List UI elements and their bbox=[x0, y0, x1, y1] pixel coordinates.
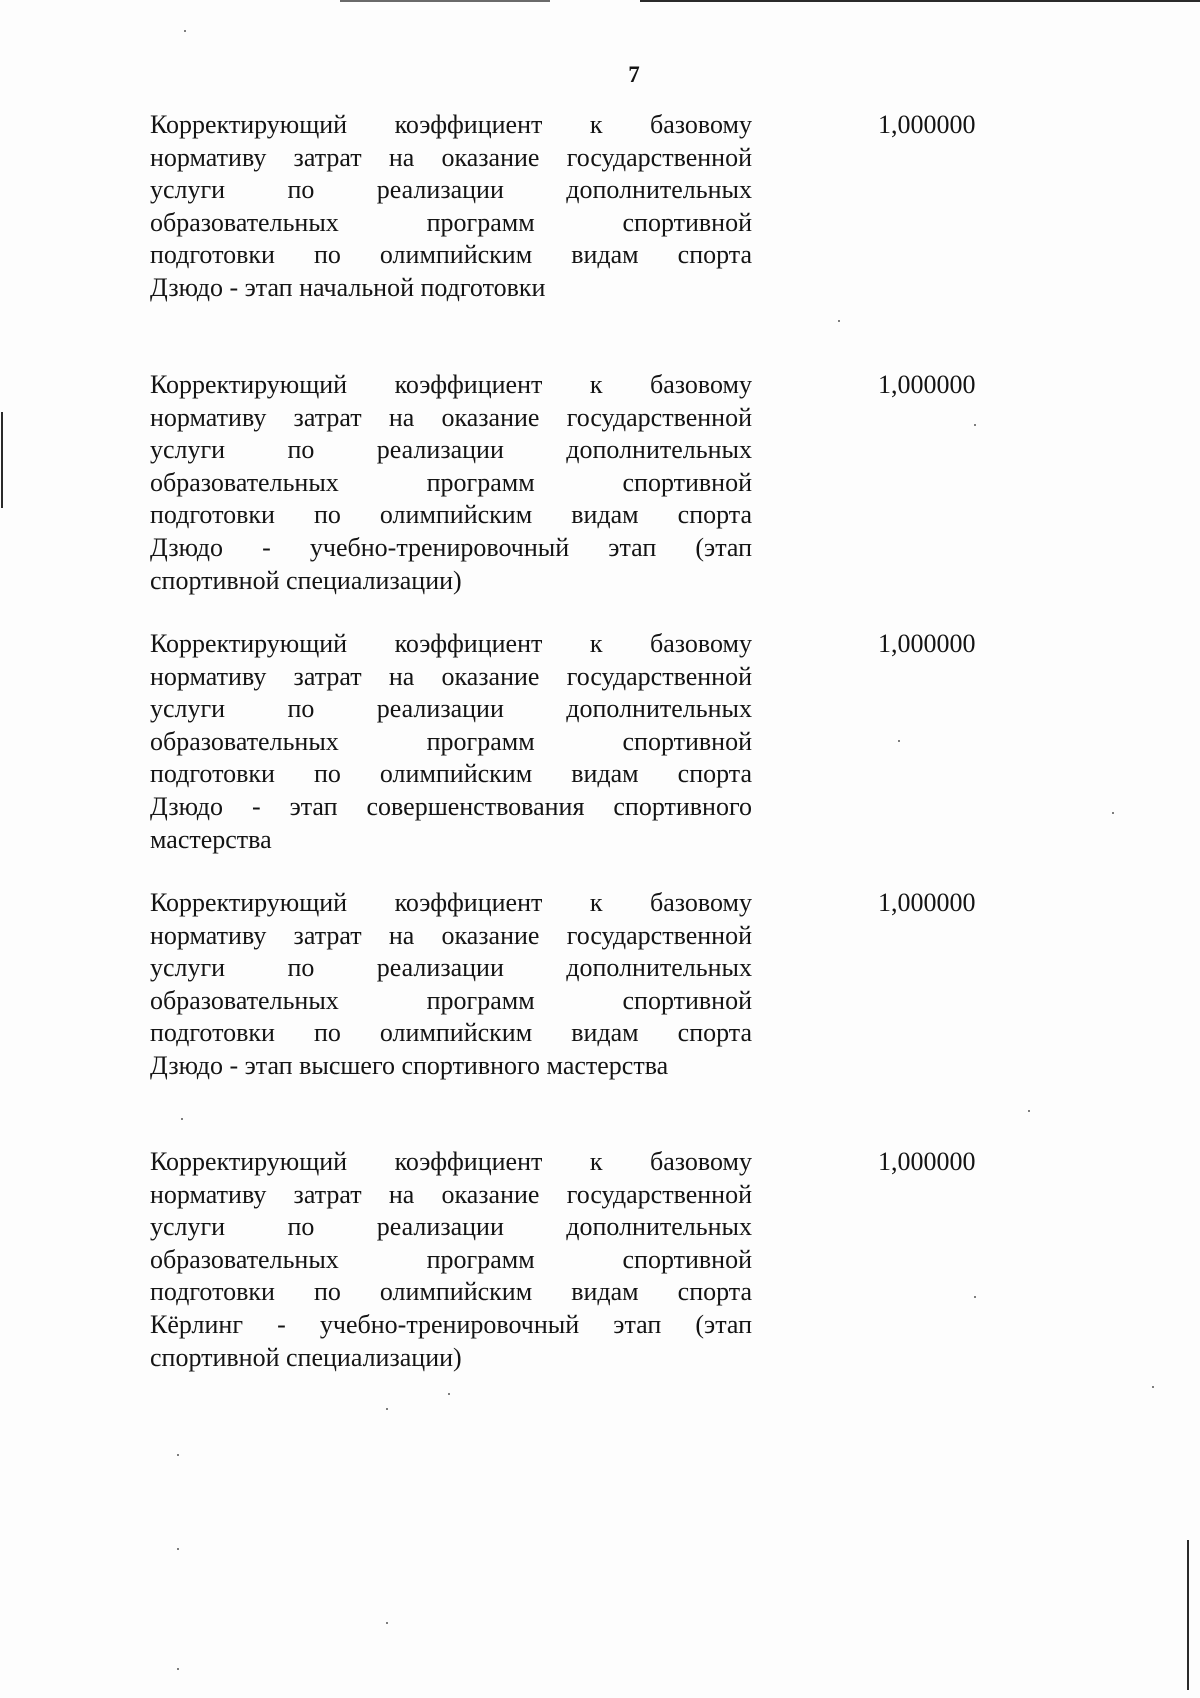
description-line: образовательных программ спортивной bbox=[150, 467, 752, 497]
coefficient-value: 1,000000 bbox=[878, 629, 976, 658]
description-line: образовательных программ спортивной bbox=[150, 726, 752, 756]
description-line: услуги по реализации дополнительных bbox=[150, 1212, 752, 1242]
description-line: Корректирующий коэффициент к базовому bbox=[150, 629, 752, 658]
description-line: образовательных программ спортивной bbox=[150, 985, 752, 1015]
coefficient-entry bbox=[150, 628, 1150, 856]
description-line: Корректирующий коэффициент к базовому bbox=[150, 888, 752, 917]
page-number: 7 bbox=[628, 62, 640, 87]
description-line: нормативу затрат на оказание государственной bbox=[150, 1179, 752, 1209]
description-line: подготовки по олимпийским видам спорта bbox=[150, 1018, 752, 1048]
description-line: услуги по реализации дополнительных bbox=[150, 435, 752, 465]
coefficient-description bbox=[150, 109, 752, 305]
scan-speck bbox=[1152, 1386, 1154, 1388]
scan-speck bbox=[1028, 1110, 1030, 1112]
description-line: нормативу затрат на оказание государственной bbox=[150, 142, 752, 172]
description-line: спортивной специализации) bbox=[150, 565, 462, 595]
description-line: Кёрлинг - учебно-тренировочный этап (этап bbox=[150, 1309, 752, 1339]
description-line: подготовки по олимпийским видам спорта bbox=[150, 759, 752, 789]
coefficient-description bbox=[150, 628, 752, 856]
coefficient-entry bbox=[150, 109, 1150, 305]
description-line: Дзюдо - этап высшего спортивного мастерства bbox=[150, 1050, 669, 1080]
coefficient-entry bbox=[150, 369, 1150, 597]
coefficient-value: 1,000000 bbox=[878, 1147, 976, 1176]
scan-speck bbox=[181, 1118, 183, 1120]
description-line: услуги по реализации дополнительных bbox=[150, 175, 752, 205]
coefficient-value: 1,000000 bbox=[878, 888, 976, 917]
scan-speck bbox=[838, 320, 840, 322]
scan-artifact-line bbox=[340, 0, 550, 2]
scan-speck bbox=[386, 1408, 388, 1410]
coefficient-description bbox=[150, 887, 752, 1083]
description-line: услуги по реализации дополнительных bbox=[150, 694, 752, 724]
scan-artifact-line bbox=[640, 0, 1200, 2]
scan-speck bbox=[184, 30, 186, 32]
description-line: образовательных программ спортивной bbox=[150, 1244, 752, 1274]
description-line: Дзюдо - учебно-тренировочный этап (этап bbox=[150, 532, 752, 562]
coefficient-value: 1,000000 bbox=[878, 110, 976, 139]
description-line: подготовки по олимпийским видам спорта bbox=[150, 1277, 752, 1307]
coefficient-description bbox=[150, 369, 752, 597]
description-line: нормативу затрат на оказание государственной bbox=[150, 402, 752, 432]
scan-artifact-edge bbox=[1, 412, 3, 508]
description-line: Корректирующий коэффициент к базовому bbox=[150, 110, 752, 139]
description-line: Корректирующий коэффициент к базовому bbox=[150, 1147, 752, 1176]
description-line: Дзюдо - этап начальной подготовки bbox=[150, 272, 546, 302]
scan-artifact-edge bbox=[1187, 1540, 1189, 1690]
scan-speck bbox=[386, 1622, 388, 1624]
scan-speck bbox=[177, 1668, 179, 1670]
scan-speck bbox=[448, 1393, 450, 1395]
coefficient-entry bbox=[150, 887, 1150, 1083]
description-line: подготовки по олимпийским видам спорта bbox=[150, 240, 752, 270]
description-line: подготовки по олимпийским видам спорта bbox=[150, 500, 752, 530]
scan-speck bbox=[177, 1548, 179, 1550]
description-line: нормативу затрат на оказание государственной bbox=[150, 920, 752, 950]
coefficient-entry bbox=[150, 1146, 1150, 1374]
description-line: мастерства bbox=[150, 824, 272, 854]
description-line: образовательных программ спортивной bbox=[150, 207, 752, 237]
description-line: Дзюдо - этап совершенствования спортивного bbox=[150, 791, 752, 821]
description-line: спортивной специализации) bbox=[150, 1342, 462, 1372]
scan-speck bbox=[177, 1454, 179, 1456]
coefficient-description bbox=[150, 1146, 752, 1374]
description-line: услуги по реализации дополнительных bbox=[150, 953, 752, 983]
description-line: нормативу затрат на оказание государственной bbox=[150, 661, 752, 691]
coefficient-value: 1,000000 bbox=[878, 370, 976, 399]
description-line: Корректирующий коэффициент к базовому bbox=[150, 370, 752, 399]
